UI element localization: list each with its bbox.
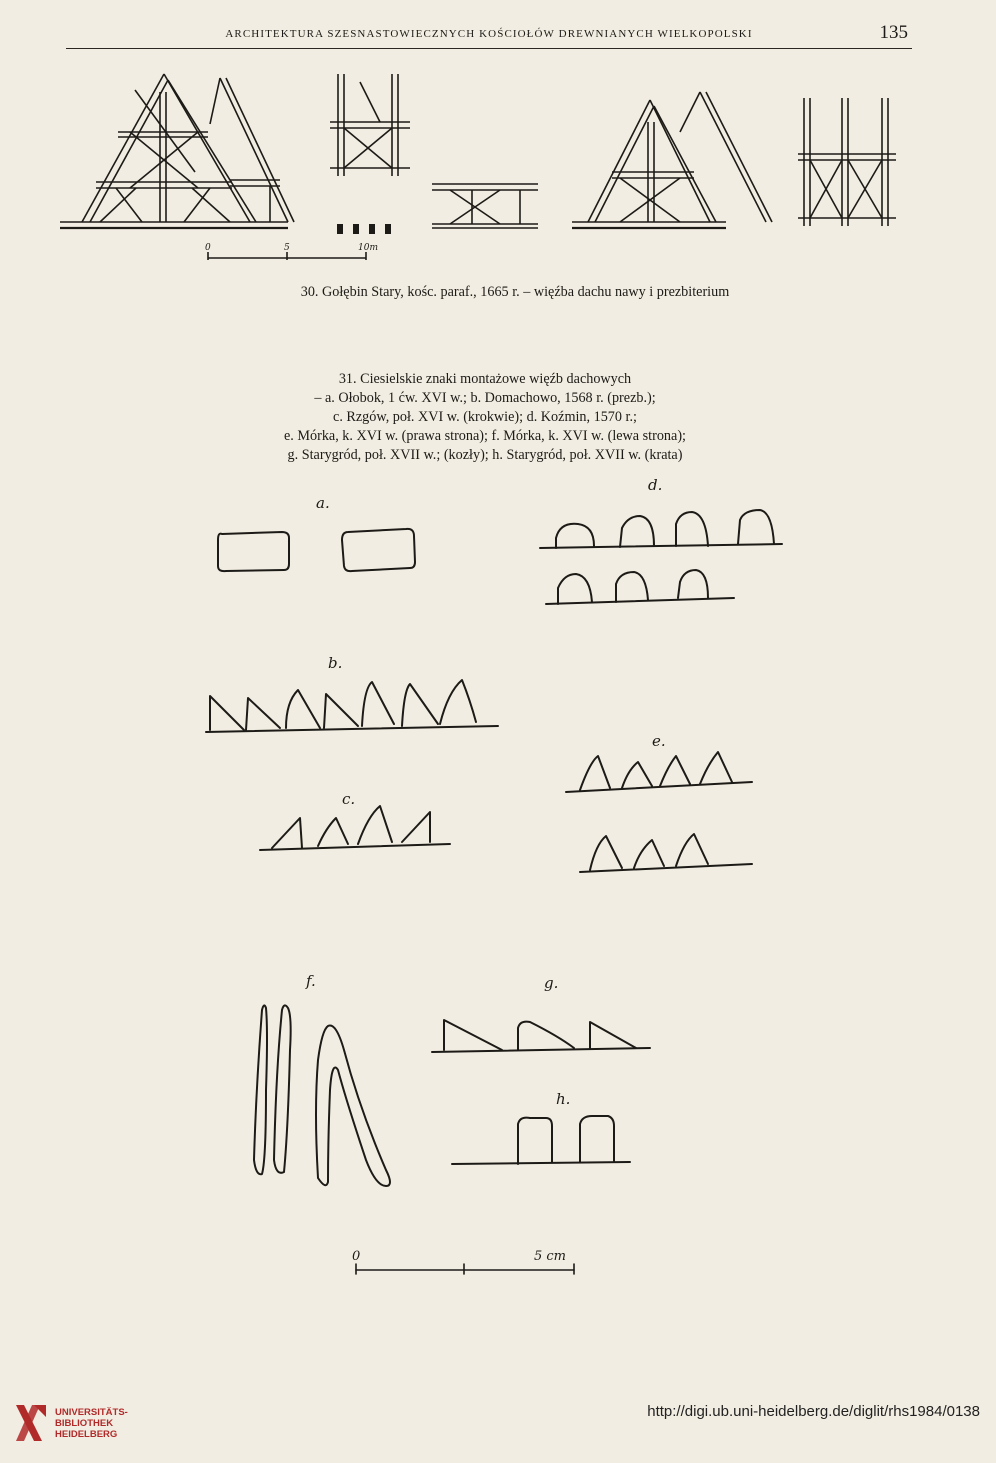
marks-panel-d — [540, 510, 782, 604]
library-logo — [12, 1401, 152, 1445]
caption-line-2: – a. Ołobok, 1 ćw. XVI w.; b. Domachowo, 1568 r. (prezb.); — [314, 390, 656, 406]
scale-label-5: 5 — [284, 243, 290, 253]
panel-label-g: g. — [544, 974, 559, 992]
marks-panel-a — [218, 529, 415, 571]
scale-label-0: 0 — [205, 243, 211, 253]
scale-label-0cm: 0 — [352, 1249, 361, 1264]
caption-line-4: e. Mórka, k. XVI w. (prawa strona); f. Mórka, k. XVI w. (lewa strona); — [284, 428, 686, 444]
library-name: UNIVERSITÄTS- BIBLIOTHEK HEIDELBERG — [55, 1407, 128, 1440]
longitudinal-section-3 — [798, 98, 896, 226]
panel-label-f: f. — [306, 972, 316, 990]
figure-31-carpenter-marks — [0, 470, 996, 1300]
panel-label-e: e. — [652, 732, 666, 750]
figure-30-scale-bar — [208, 252, 366, 260]
figure-31-scale-bar — [356, 1264, 574, 1274]
marks-panel-f — [254, 1005, 390, 1186]
rafter-pair-section — [210, 78, 294, 222]
caption-line-1: 31. Ciesielskie znaki montażowe więźb dachowych — [338, 371, 632, 387]
panel-label-c: c. — [342, 790, 356, 808]
panel-label-a: a. — [316, 494, 330, 512]
scale-label-10m: 10m — [358, 243, 378, 253]
page-header — [66, 22, 912, 49]
panel-label-b: b. — [328, 654, 343, 672]
caption-line-3: c. Rzgów, poł. XVI w. (krokwie); d. Koźmin, 1570 r.; — [333, 409, 637, 425]
marks-panel-c — [260, 806, 450, 850]
running-title: ARCHITEKTURA SZESNASTOWIECZNYCH KOŚCIOŁÓW DREWNIANYCH WIELKOPOLSKI — [225, 28, 753, 40]
panel-label-d: d. — [648, 476, 663, 494]
panel-label-h: h. — [556, 1090, 571, 1108]
library-emblem-icon — [12, 1401, 50, 1445]
longitudinal-section-2 — [432, 184, 538, 228]
figure-31-caption — [160, 370, 810, 465]
marks-panel-g — [432, 1020, 650, 1052]
scale-label-5cm: 5 cm — [534, 1249, 567, 1264]
figure-30-caption: 30. Gołębin Stary, kośc. paraf., 1665 r. – więźba dachu nawy i prezbiterium — [300, 284, 730, 300]
marks-panel-e — [566, 752, 752, 872]
source-url-link[interactable]: http://digi.ub.uni-heidelberg.de/diglit/rhs1984/0138 — [647, 1403, 980, 1420]
longitudinal-section-1 — [330, 74, 410, 176]
presbytery-truss-section — [572, 92, 772, 228]
marks-panel-b — [206, 680, 498, 732]
page-number: 135 — [879, 22, 908, 43]
figure-30-truss-drawing — [60, 62, 910, 272]
marks-panel-h — [452, 1116, 630, 1164]
caption-line-5: g. Starygród, poł. XVII w.; (kozły); h. Starygród, poł. XVII w. (krata) — [287, 447, 683, 463]
